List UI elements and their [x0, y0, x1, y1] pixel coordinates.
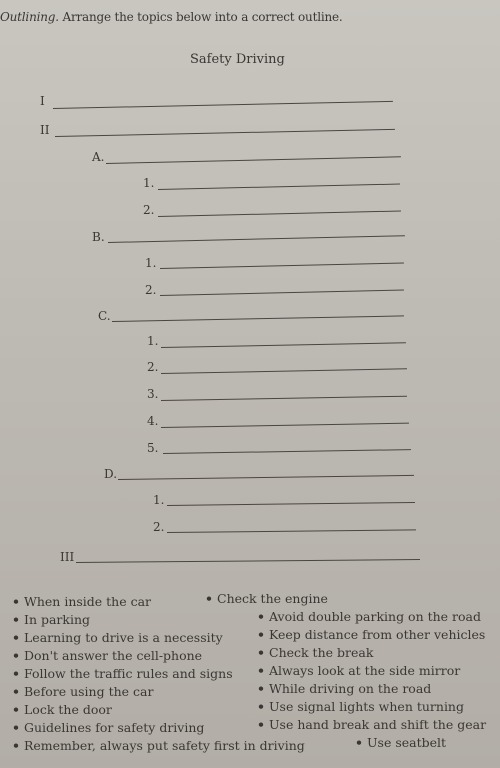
topic-item: • Guidelines for safety driving [12, 720, 205, 735]
bullet-icon: • [257, 627, 265, 642]
topic-item: • Learning to drive is a necessity [12, 630, 223, 645]
answer-line-III[interactable] [76, 559, 420, 563]
topic-item: • Use hand break and shift the gear [257, 717, 487, 732]
label-C2: 2. [147, 360, 159, 374]
bullet-icon: • [12, 630, 20, 645]
answer-line-II[interactable] [55, 129, 395, 137]
answer-line-C3[interactable] [161, 396, 407, 401]
answer-line-C5[interactable] [163, 449, 411, 454]
topic-item: • While driving on the road [257, 681, 432, 696]
label-D1: 1. [153, 493, 165, 507]
label-III: III [60, 550, 75, 564]
outline-title: Safety Driving [190, 52, 285, 67]
label-C1: 1. [147, 334, 159, 348]
instruction [0, 10, 343, 24]
label-I: I [40, 94, 45, 108]
topic-item: • Lock the door [12, 702, 112, 717]
topic-item: • In parking [12, 612, 91, 627]
instruction-lead: Outlining. [0, 10, 59, 24]
bullet-icon: • [257, 717, 265, 732]
topic-item: • Remember, always put safety first in driving [12, 738, 305, 753]
answer-line-A1[interactable] [158, 184, 400, 190]
answer-line-C1[interactable] [161, 342, 406, 348]
label-II: II [40, 123, 50, 137]
label-A2: 2. [143, 203, 155, 217]
label-D: D. [104, 467, 118, 481]
label-C4: 4. [147, 414, 159, 428]
topic-item: • Always look at the side mirror [257, 663, 461, 678]
bullet-icon: • [12, 666, 20, 681]
bullet-icon: • [205, 591, 213, 606]
label-B2: 2. [145, 283, 157, 297]
answer-line-B[interactable] [108, 235, 405, 243]
bullet-icon: • [12, 648, 20, 663]
topic-item: • When inside the car [12, 594, 152, 609]
answer-line-C4[interactable] [161, 423, 409, 428]
answer-line-A[interactable] [106, 156, 401, 164]
bullet-icon: • [12, 738, 20, 753]
bullet-icon: • [257, 663, 265, 678]
label-A1: 1. [143, 176, 155, 190]
instruction-text: Arrange the topics below into a correct outline. [62, 10, 343, 24]
answer-line-A2[interactable] [158, 210, 401, 217]
topic-item: • Follow the traffic rules and signs [12, 666, 233, 681]
label-B: B. [92, 230, 105, 244]
answer-line-C2[interactable] [161, 368, 407, 374]
answer-line-I[interactable] [53, 101, 393, 109]
topic-item: • Use seatbelt [355, 735, 447, 750]
answer-line-D1[interactable] [167, 502, 415, 506]
answer-line-D2[interactable] [167, 529, 416, 533]
topic-item: • Avoid double parking on the road [257, 609, 482, 624]
bullet-icon: • [355, 735, 363, 750]
bullet-icon: • [257, 681, 265, 696]
topic-item: • Keep distance from other vehicles [257, 627, 486, 642]
answer-line-B2[interactable] [160, 289, 404, 296]
label-C5: 5. [147, 441, 159, 455]
label-D2: 2. [153, 520, 165, 534]
label-C: C. [98, 309, 111, 323]
bullet-icon: • [257, 645, 265, 660]
answer-line-B1[interactable] [160, 262, 404, 269]
bullet-icon: • [12, 702, 20, 717]
topic-item: • Check the break [257, 645, 374, 660]
label-A: A. [92, 150, 105, 164]
topic-item: • Before using the car [12, 684, 154, 699]
topics-right-column [205, 590, 495, 752]
bullet-icon: • [257, 609, 265, 624]
bullet-icon: • [257, 699, 265, 714]
bullet-icon: • [12, 594, 20, 609]
topic-item: • Use signal lights when turning [257, 699, 464, 714]
bullet-icon: • [12, 720, 20, 735]
label-B1: 1. [145, 256, 157, 270]
bullet-icon: • [12, 684, 20, 699]
topic-item: • Don't answer the cell-phone [12, 648, 203, 663]
answer-line-D[interactable] [118, 475, 414, 480]
answer-line-C[interactable] [112, 315, 404, 322]
label-C3: 3. [147, 387, 159, 401]
topic-item: • Check the engine [205, 591, 328, 606]
bullet-icon: • [12, 612, 20, 627]
